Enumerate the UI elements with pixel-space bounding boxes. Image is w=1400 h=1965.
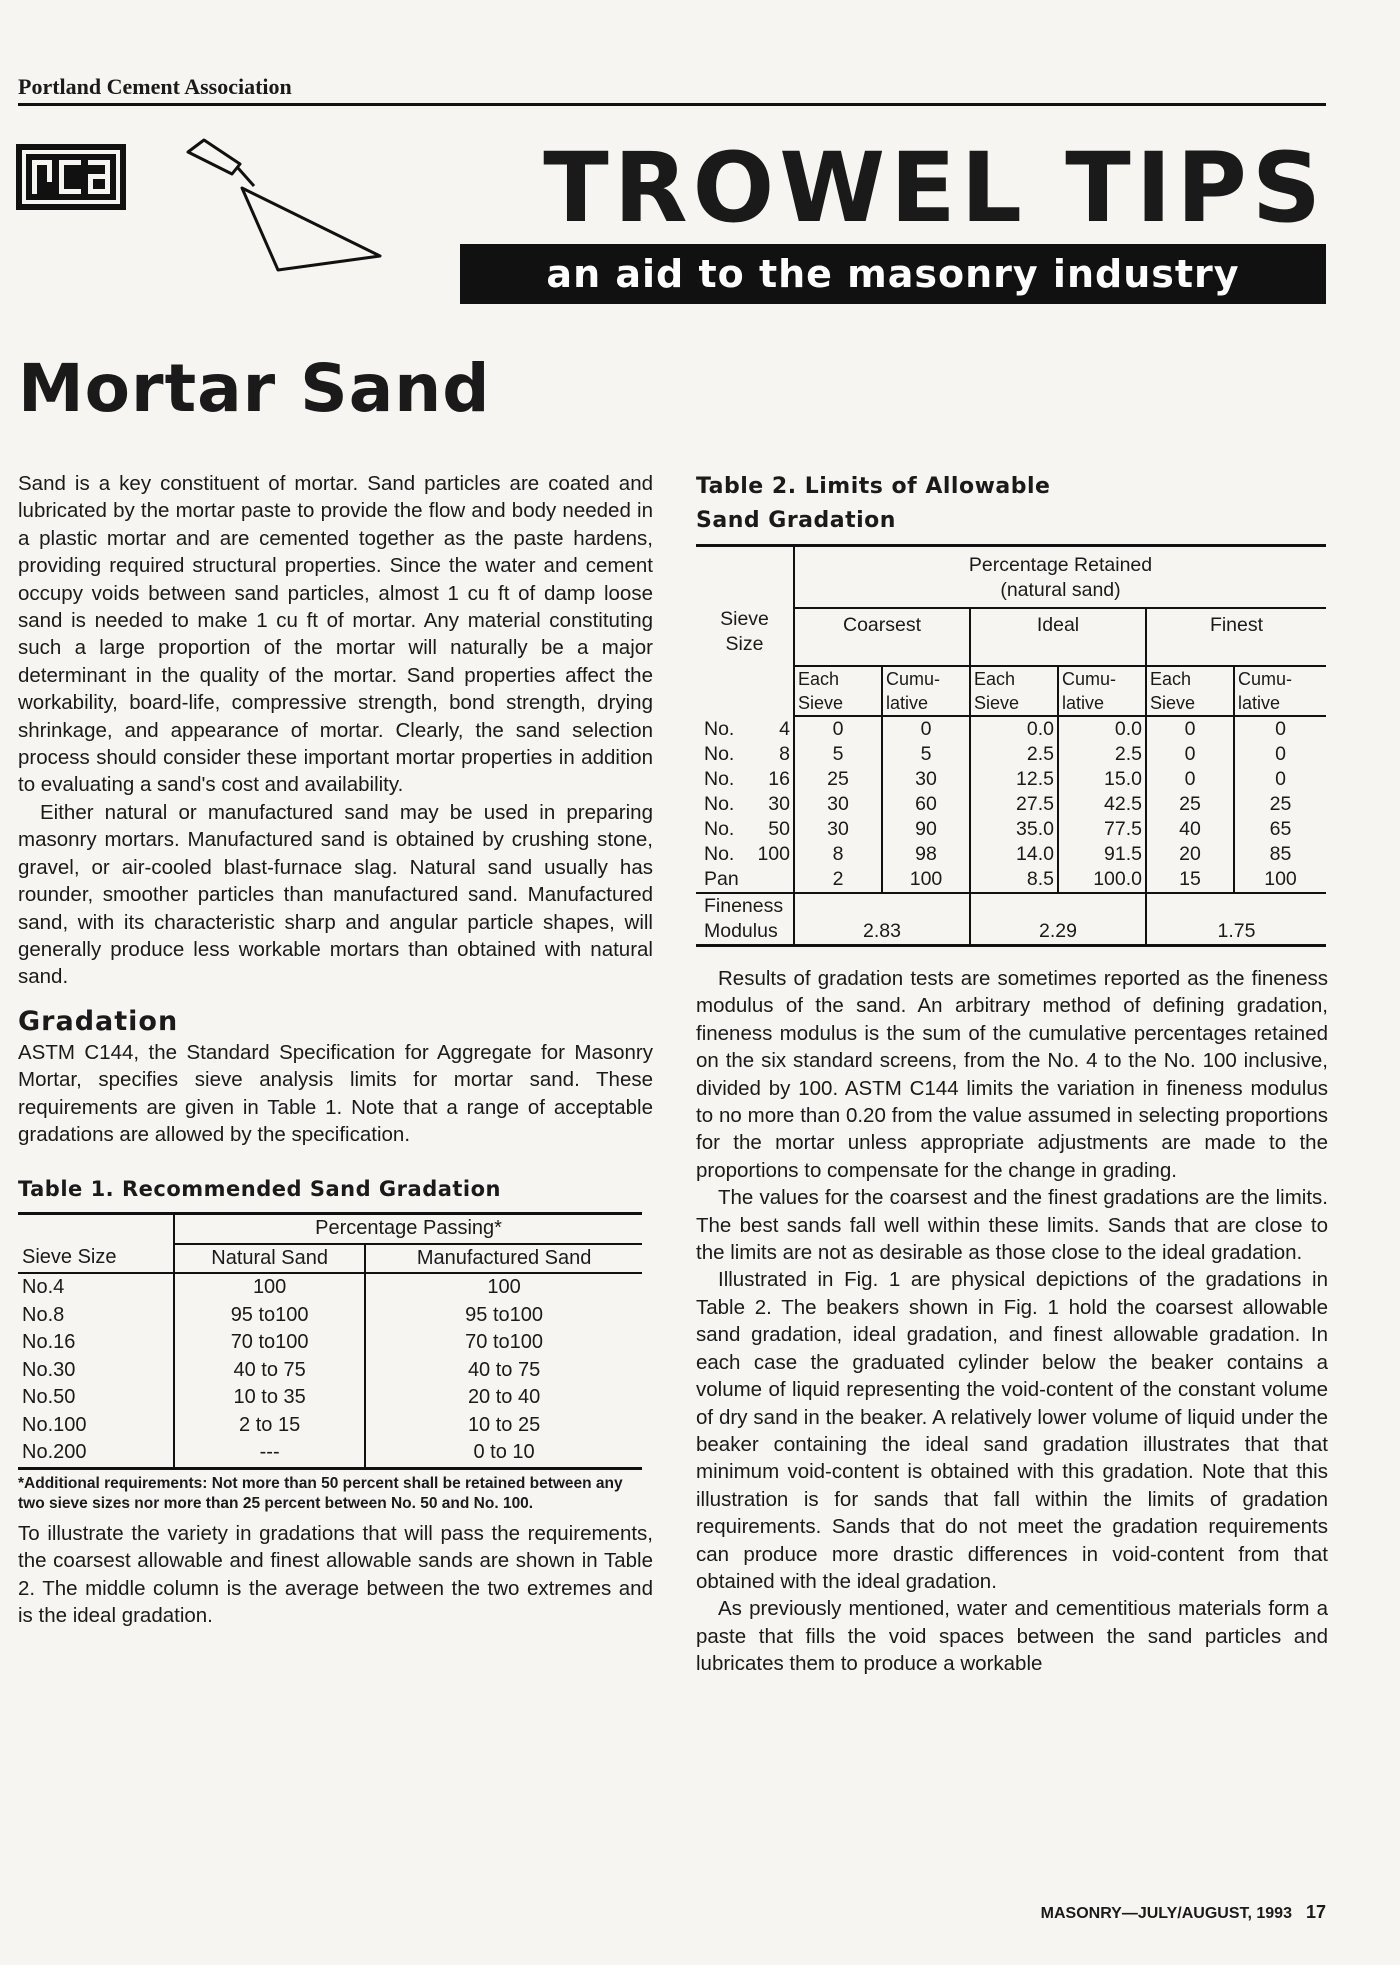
pca-logo	[16, 144, 126, 210]
header-rule	[18, 103, 1326, 106]
table2-caption	[696, 470, 1328, 538]
table2-cell: 5	[882, 742, 970, 767]
table-row	[696, 842, 1326, 867]
table2-group-finest: Finest	[1146, 608, 1326, 666]
table-row	[696, 716, 1326, 742]
table2-cell: 0	[1234, 716, 1326, 742]
sieve-number: 30	[768, 793, 790, 815]
table2-cell: 15.0	[1058, 767, 1146, 792]
table2-header-text: Percentage Retained	[968, 554, 1153, 576]
table2-header-text: (natural sand)	[1000, 579, 1121, 601]
table2-cell: 2.5	[1058, 742, 1146, 767]
table2-sub-header	[1058, 666, 1146, 716]
page-footer	[860, 1902, 1326, 1923]
table-row	[696, 893, 1326, 946]
table2-header-text: Sieve	[974, 693, 1020, 713]
table2-header-text: Cumu-	[1238, 669, 1293, 689]
table2-group-header	[794, 546, 1326, 609]
right-column	[696, 470, 1328, 1678]
sieve-number: 100	[757, 843, 790, 865]
table2-fineness-value: 2.83	[794, 893, 970, 946]
table-row	[18, 1412, 642, 1440]
table1-col-header: Manufactured Sand	[365, 1244, 642, 1274]
table2-cell: 27.5	[970, 792, 1058, 817]
table2-fineness-value: 2.29	[970, 893, 1146, 946]
table1-cell: 0 to 10	[365, 1439, 642, 1468]
table2-cell: 14.0	[970, 842, 1058, 867]
table2-cell: 100.0	[1058, 867, 1146, 893]
table1-cell: 95 to100	[465, 1303, 544, 1326]
body-paragraph: Either natural or manufactured sand may be used in preparing masonry mortars. Manufactured sand is obtained by crushing stone, gravel, or air-cooled blast-furnace slag. Natural sand usually has rounder, smoother particles than manufactured sand. Manufactured sand, with its characteristic sharp and angular particle shapes, will generally produce less workable mortars than obtained with natural sand.	[18, 800, 653, 989]
table1-cell: 40 to 75	[174, 1357, 365, 1385]
table2-cell: 2.5	[970, 742, 1058, 767]
table2-sub-header	[970, 666, 1058, 716]
table2-cell: 40	[1146, 817, 1234, 842]
article-title: Mortar Sand	[18, 350, 491, 427]
table1-caption: Table 1. Recommended Sand Gradation	[18, 1177, 502, 1202]
table1-cell: ---	[174, 1439, 365, 1468]
table1-col-header: Sieve Size	[18, 1244, 174, 1274]
table1-cell: 20 to 40	[467, 1386, 541, 1409]
sieve-label: No.	[704, 768, 735, 790]
sieve-number: 8	[779, 743, 790, 765]
table1-cell: 40 to 75	[467, 1358, 541, 1381]
table-row	[696, 792, 1326, 817]
table2-caption-line: Sand Gradation	[696, 508, 896, 533]
table2-sieve-cell	[696, 867, 794, 893]
table2-sieve-cell	[696, 767, 794, 792]
gradation-heading: Gradation	[18, 1005, 179, 1037]
table1-cell: 100	[487, 1276, 521, 1299]
table2-header-text: Each	[798, 669, 840, 689]
table1-cell: No.50	[18, 1384, 174, 1412]
table2-cell: 90	[882, 817, 970, 842]
masthead-tagline: an aid to the masonry industry	[460, 244, 1326, 304]
table2-sub-header	[1234, 666, 1326, 716]
table1-cell: 70 to100	[465, 1331, 544, 1354]
table2-group-coarsest: Coarsest	[794, 608, 970, 666]
left-column	[18, 470, 653, 1629]
table2-header-text: Each	[1150, 669, 1192, 689]
table2-header-text: Sieve	[720, 607, 769, 630]
table2-cell: 35.0	[970, 817, 1058, 842]
table2-cell: 60	[882, 792, 970, 817]
body-paragraph: ASTM C144, the Standard Specification for Aggregate for Masonry Mortar, specifies sieve analysis limits for mortar sand. These requirements are given in Table 1. Note that a range of acceptable gradations are allowed by the specification.	[18, 1040, 653, 1146]
body-paragraph: The values for the coarsest and the finest gradations are the limits. The best sands fall well within these limits. Sands that are close to the limits are not as desirable as those close to the ideal gradation.	[696, 1186, 1328, 1265]
table2-cell: 8	[794, 842, 882, 867]
sieve-label: Pan	[704, 868, 739, 890]
table2-cell: 0	[1146, 716, 1234, 742]
table2-header-text: Sieve	[798, 693, 844, 713]
sieve-label: No.	[704, 843, 735, 865]
table2-sieve-cell	[696, 716, 794, 742]
table-row	[696, 817, 1326, 842]
table2-caption-line: Table 2. Limits of Allowable	[696, 474, 1051, 499]
table-row	[696, 767, 1326, 792]
sieve-number: 50	[768, 818, 790, 840]
table2-header-text: lative	[1238, 693, 1281, 713]
table2-cell: 30	[794, 817, 882, 842]
table2-sieve-cell	[696, 842, 794, 867]
table1-corner	[18, 1214, 174, 1244]
table2-cell: 98	[882, 842, 970, 867]
table2-cell: 0	[882, 716, 970, 742]
table1-cell: No.30	[18, 1357, 174, 1385]
table2-cell: 0	[1146, 742, 1234, 767]
table2-header-text: Cumu-	[886, 669, 941, 689]
table1-cell: 95 to100	[174, 1302, 365, 1330]
publication-info: MASONRY—JULY/AUGUST, 1993	[1040, 1905, 1292, 1922]
table2-cell: 20	[1146, 842, 1234, 867]
sieve-number: 4	[779, 717, 790, 740]
table2-cell: 100	[882, 867, 970, 893]
table2-cell: 0	[1146, 767, 1234, 792]
table1-cell: No.4	[18, 1273, 174, 1302]
body-paragraph: Illustrated in Fig. 1 are physical depictions of the gradations in Table 2. The beakers shown in Fig. 1 hold the coarsest allowable sand gradation, ideal gradation, and finest allowable gradation. In each case the graduated cylinder below the beaker contains a volume of liquid representing the void-content of the constant volume of dry sand in the beaker. A relatively lower volume of liquid under the beaker containing the ideal sand gradation illustrates that that minimum void-content is obtained with this gradation. Note that this illustration is for sands that fall within the limits of gradation requirements. Sands that do not meet the gradation requirements can produce more drastic differences in void-content from that obtained with the ideal gradation.	[696, 1268, 1328, 1593]
table1-cell: 70 to100	[174, 1329, 365, 1357]
table1-group-header: Percentage Passing*	[174, 1214, 642, 1244]
table1-cell: 100	[174, 1273, 365, 1302]
table-row	[696, 867, 1326, 893]
table2-cell: 0.0	[1058, 716, 1146, 742]
table2-cell: 0	[794, 716, 882, 742]
table-row	[18, 1273, 642, 1302]
fineness-label-text: Fineness	[704, 895, 784, 917]
table2-cell: 0.0	[970, 716, 1058, 742]
table-row	[18, 1357, 642, 1385]
table1-cell: No.8	[18, 1302, 174, 1330]
table1-cell: No.200	[18, 1439, 174, 1468]
table2-fineness-value: 1.75	[1146, 893, 1326, 946]
sieve-label: No.	[704, 743, 735, 765]
table2-cell: 12.5	[970, 767, 1058, 792]
table2-fineness-label	[696, 893, 794, 946]
table2-cell: 100	[1234, 867, 1326, 893]
table2-header-text: lative	[886, 693, 929, 713]
body-paragraph: Sand is a key constituent of mortar. Sand particles are coated and lubricated by the mortar paste to provide the flow and body needed in a plastic mortar and are cemented together as the paste hardens, providing required structural properties. Since the water and cement occupy voids between sand particles, almost 1 cu ft of damp loose sand is needed to make 1 cu ft of mortar. Any material constituting such a large proportion of the mortar will naturally be a major determinant in the quality of the mortar. Sand properties affect the workability, board-life, compressive strength, bond strength, drying shrinkage, and appearance of mortar. Clearly, the sand selection process should consider these important mortar properties in addition to evaluating a sand's cost and availability.	[18, 472, 653, 797]
table2-cell: 77.5	[1058, 817, 1146, 842]
table2-cell: 30	[794, 792, 882, 817]
table2-group-ideal: Ideal	[970, 608, 1146, 666]
table2-sieve-cell	[696, 792, 794, 817]
table2-header-text: Each	[974, 669, 1016, 689]
table-row	[18, 1329, 642, 1357]
masthead-title: TROWEL TIPS	[543, 132, 1326, 244]
table1-cell: No.100	[18, 1412, 174, 1440]
page-number: 17	[1305, 1902, 1326, 1922]
table1-footnote: *Additional requirements: Not more than 50 percent shall be retained between any two sieve sizes nor more than 25 percent between No. 50 and No. 100.	[18, 1474, 623, 1512]
body-paragraph: As previously mentioned, water and cementitious materials form a paste that fills the void spaces between the sand particles and lubricates them to produce a workable	[696, 1597, 1328, 1676]
table2-sub-header	[794, 666, 882, 716]
table1-cell: No.16	[18, 1329, 174, 1357]
table2-cell: 25	[1146, 792, 1234, 817]
table2-header-text: Cumu-	[1062, 669, 1117, 689]
table2-sub-header	[882, 666, 970, 716]
table1-cell: 10 to 35	[174, 1384, 365, 1412]
sieve-label: No.	[704, 793, 735, 815]
table2-cell: 0	[1234, 767, 1326, 792]
body-paragraph: Results of gradation tests are sometimes reported as the fineness modulus of the sand. An arbitrary method of defining gradation, fineness modulus is the sum of the cumulative percentages retained on the six standard screens, from the No. 4 to the No. 100 inclusive, divided by 100. ASTM C144 limits the variation in fineness modulus to no more than 0.20 from the value assumed in selecting proportions for the mortar unless appropriate adjustments are made to the proportions to compensate for the change in grading.	[696, 967, 1328, 1182]
table1-cell: 10 to 25	[467, 1413, 541, 1436]
sieve-label: No.	[704, 717, 735, 740]
table1-col-header: Natural Sand	[174, 1244, 365, 1274]
table2-cell: 8.5	[970, 867, 1058, 893]
body-paragraph: To illustrate the variety in gradations that will pass the requirements, the coarsest allowable and finest allowable sands are shown in Table 2. The middle column is the average between the two extremes and is the ideal gradation.	[18, 1521, 653, 1628]
table-row	[18, 1302, 642, 1330]
table2-sub-header	[1146, 666, 1234, 716]
table2-cell: 15	[1146, 867, 1234, 893]
table1-cell: 2 to 15	[174, 1412, 365, 1440]
table2-sieve-cell	[696, 742, 794, 767]
table-row	[696, 742, 1326, 767]
table2-cell: 42.5	[1058, 792, 1146, 817]
table2-cell: 5	[794, 742, 882, 767]
table2-header-text: lative	[1062, 693, 1105, 713]
table2-cell: 0	[1234, 742, 1326, 767]
table2-cell: 30	[882, 767, 970, 792]
table2-cell: 2	[794, 867, 882, 893]
table2-sieve-header	[696, 546, 794, 717]
sieve-label: No.	[704, 818, 735, 840]
table2-cell: 85	[1234, 842, 1326, 867]
organization-name: Portland Cement Association	[18, 74, 292, 99]
table2-cell: 25	[1234, 792, 1326, 817]
table2-cell: 25	[794, 767, 882, 792]
table2-header-text: Size	[725, 632, 764, 655]
table2-cell: 65	[1234, 817, 1326, 842]
table2-cell: 91.5	[1058, 842, 1146, 867]
table2-header-text: Sieve	[1150, 693, 1196, 713]
table-row	[18, 1384, 642, 1412]
sieve-number: 16	[768, 768, 790, 790]
table1	[18, 1212, 642, 1470]
fineness-label-text: Modulus	[704, 920, 778, 942]
table2-sieve-cell	[696, 817, 794, 842]
table-row	[18, 1439, 642, 1468]
trowel-icon	[180, 136, 395, 284]
table2	[696, 544, 1326, 947]
